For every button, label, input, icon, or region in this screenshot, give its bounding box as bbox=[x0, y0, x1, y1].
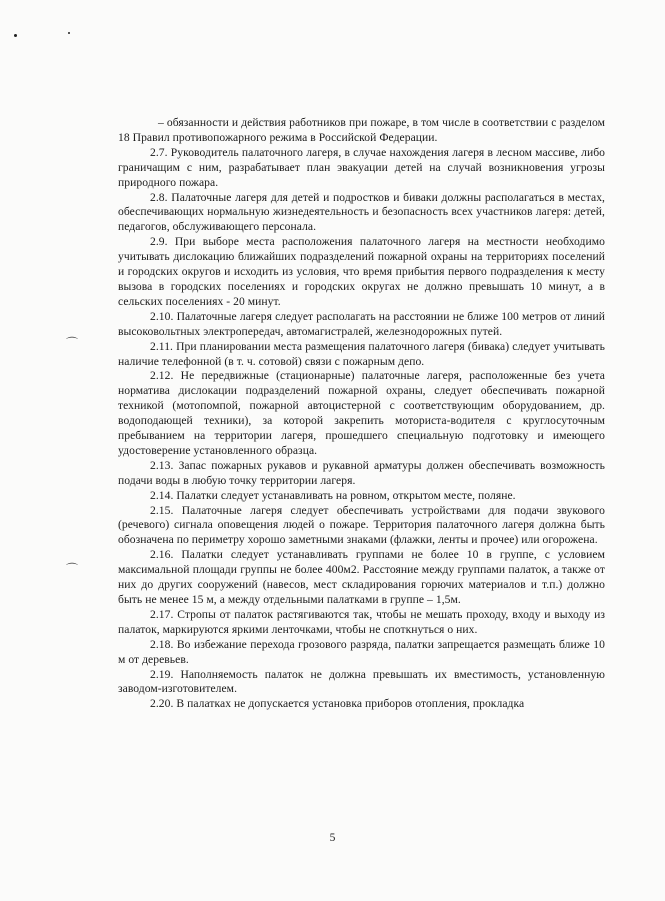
paragraph: 2.17. Стропы от палаток растягиваются так, чтобы не мешать проходу, входу и выходу из палаток, маркируются яркими ленточками, чтобы не споткнуться о них. bbox=[118, 607, 605, 636]
page-number: 5 bbox=[329, 832, 336, 844]
margin-mark: ⌒ bbox=[66, 562, 79, 576]
scan-speck bbox=[14, 34, 17, 37]
paragraph: 2.11. При планировании места размещения палаточного лагеря (бивака) следует учитывать наличие телефонной (в т. ч. сотовой) связи с пожарным депо. bbox=[118, 339, 605, 368]
paragraph: 2.9. При выборе места расположения палаточного лагеря на местности необходимо учитывать дислокацию ближайших подразделений пожарной охраны на территориях поселений и городских округов и исходить из условия, что время прибытия первого подразделения к месту вызова в городских поселениях и городских округах не должно превышать 10 минут, а в сельских поселениях - 20 минут. bbox=[118, 235, 605, 308]
paragraph: 2.7. Руководитель палаточного лагеря, в случае нахождения лагеря в лесном массиве, либо граничащим с ним, разрабатывает план эвакуации детей на случай возникновения угрозы природного пожара. bbox=[118, 145, 605, 189]
scan-speck bbox=[68, 32, 70, 34]
paragraph: 2.15. Палаточные лагеря следует обеспечивать устройствами для подачи звукового (речевого) сигнала оповещения людей о пожаре. Территория палаточного лагеря должна быть обозначена по периметру хорошо заметными знаками (флажки, ленты и прочее) или огорожена. bbox=[118, 503, 605, 547]
paragraph: 2.16. Палатки следует устанавливать группами не более 10 в группе, с условием максимальной площади группы не более 400м2. Расстояние между группами палаток, а также от них до других сооружений (навесов, мест складирования горючих материалов и т.п.) должно быть не менее 15 м, а между отдельными палатками в группе – 1,5м. bbox=[118, 548, 605, 606]
paragraph: 2.18. Во избежание перехода грозового разряда, палатки запрещается размещать ближе 10 м от деревьев. bbox=[118, 637, 605, 666]
paragraph: 2.10. Палаточные лагеря следует располагать на расстоянии не ближе 100 метров от линий высоковольтных электропередач, автомагистралей, железнодорожных путей. bbox=[118, 309, 605, 338]
paragraph: – обязанности и действия работников при пожаре, в том числе в соответствии с разделом 18 Правил противопожарного режима в Российской Федерации. bbox=[118, 116, 605, 144]
paragraph: 2.13. Запас пожарных рукавов и рукавной арматуры должен обеспечивать возможность подачи воды в любую точку территории лагеря. bbox=[118, 458, 605, 487]
document-body bbox=[118, 116, 605, 712]
paragraph: 2.14. Палатки следует устанавливать на ровном, открытом месте, поляне. bbox=[150, 488, 516, 502]
paragraph: 2.20. В палатках не допускается установка приборов отопления, прокладка bbox=[150, 697, 525, 711]
paragraph: 2.8. Палаточные лагеря для детей и подростков и биваки должны располагаться в местах, обеспечивающих нормальную жизнедеятельность и безопасность всех участников лагеря: детей, педагогов, обслуживающего персонала. bbox=[118, 190, 605, 234]
paragraph: 2.19. Наполняемость палаток не должна превышать их вместимость, установленную заводом-изготовителем. bbox=[118, 667, 605, 696]
paragraph: 2.12. Не передвижные (стационарные) палаточные лагеря, расположенные без учета норматива дислокации подразделений пожарной охраны, следует обеспечивать пожарной техникой (мотопомпой, пожарной автоцистерной с соответствующим оборудованием, др. водоподающей техники), за которой закрепить моториста-водителя с круглосуточным пребыванием на территории лагеря, прошедшего специальную подготовку и имеющего удостоверение установленного образца. bbox=[118, 369, 605, 457]
margin-mark: ⌒ bbox=[66, 336, 79, 350]
